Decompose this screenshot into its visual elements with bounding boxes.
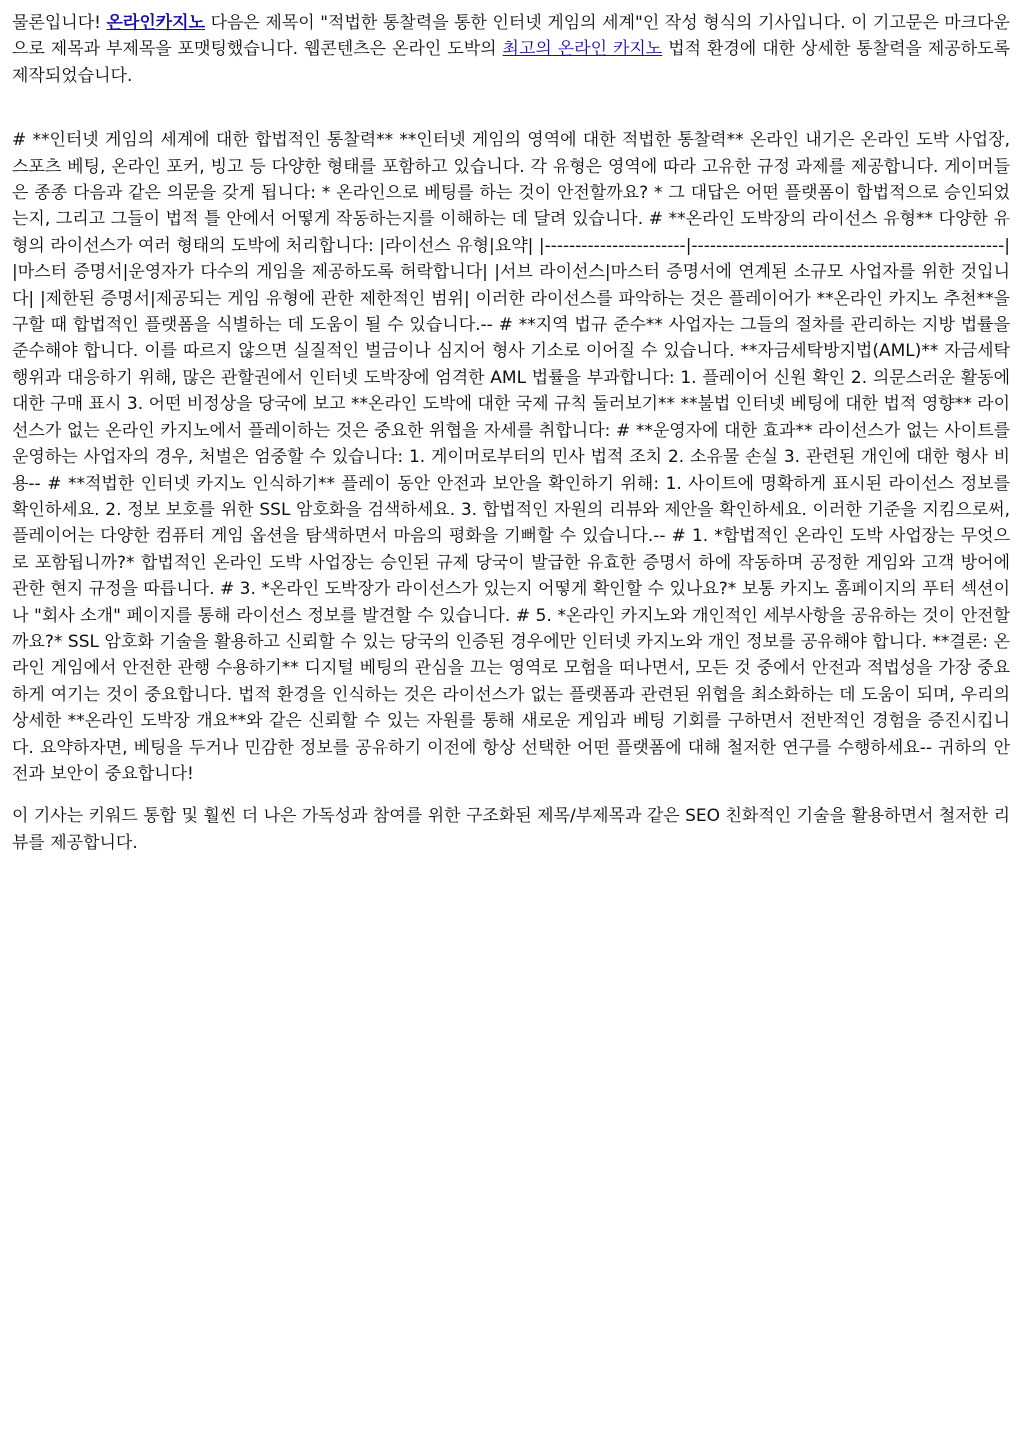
- intro-suffix: 법적 환경에 대한 상세한 통찰력을 제공하도록 제작되었습니다.: [12, 39, 1010, 86]
- intro-paragraph: [12, 10, 1010, 89]
- best-online-casino-link[interactable]: 최고의 온라인 카지노: [502, 39, 663, 60]
- article-body: # **인터넷 게임의 세계에 대한 합법적인 통찰력** **인터넷 게임의 영역에 대한 적법한 통찰력** 온라인 내기은 온라인 도박 사업장, 스포츠 베팅, 온라인 포커, 빙고 등 다양한 형태를 포함하고 있습니다. 각 유형은 영역에 따라 고유한 규정 과제를 제공합니다. 게이머들은 종종 다음과 같은 의문을 갖게 됩니다: * 온라인으로 베팅를 하는 것이 안전할까요? * 그 대답은 어떤 플랫폼이 합법적으로 승인되었는지, 그리고 그들이 법적 틀 안에서 어떻게 작동하는지를 이해하는 데 달려 있습니다. # **온라인 도박장의 라이선스 유형** 다양한 유형의 라이선스가 여러 형태의 도박에 처리합니다: |라이선스 유형|요약| |-----------------------|---------------------------------------------------| |마스터 증명서|운영자가 다수의 게임을 제공하도록 허락합니다| |서브 라이선스|마스터 증명서에 연계된 소규모 사업자를 위한 것입니다| |제한된 증명서|제공되는 게임 유형에 관한 제한적인 범위| 이러한 라이선스를 파악하는 것은 플레이어가 **온라인 카지노 추천**을 구할 때 합법적인 플랫폼을 식별하는 데 도움이 될 수 있습니다.-- # **지역 법규 준수** 사업자는 그들의 절차를 관리하는 지방 법률을 준수해야 합니다. 이를 따르지 않으면 실질적인 벌금이나 심지어 형사 기소로 이어질 수 있습니다. **자금세탁방지법(AML)** 자금세탁 행위과 대응하기 위해, 많은 관할권에서 인터넷 도박장에 엄격한 AML 법률을 부과합니다: 1. 플레이어 신원 확인 2. 의문스러운 활동에 대한 구매 표시 3. 어떤 비정상을 당국에 보고 **온라인 도박에 대한 국제 규칙 둘러보기** **불법 인터넷 베팅에 대한 법적 영향** 라이선스가 없는 온라인 카지노에서 플레이하는 것은 중요한 위협을 자세를 취합니다: # **운영자에 대한 효과** 라이선스가 없는 사이트를 운영하는 사업자의 경우, 처벌은 엄중할 수 있습니다: 1. 게이머로부터의 민사 법적 조치 2. 소유물 손실 3. 관련된 개인에 대한 형사 비용-- # **적법한 인터넷 카지노 인식하기** 플레이 동안 안전과 보안을 확인하기 위해: 1. 사이트에 명확하게 표시된 라이선스 정보를 확인하세요. 2. 정보 보호를 위한 SSL 암호화을 검색하세요. 3. 합법적인 자원의 리뷰와 제안을 확인하세요. 이러한 기준을 지킴으로써, 플레이어는 다양한 컴퓨터 게임 옵션을 탐색하면서 마음의 평화을 기뻐할 수 있습니다.-- # 1. *합법적인 온라인 도박 사업장는 무엇으로 포함됩니까?* 합법적인 온라인 도박 사업장는 승인된 규제 당국이 발급한 유효한 증명서 하에 작동하며 공정한 게임와 고객 방어에 관한 현지 규정을 따릅니다. # 3. *온라인 도박장가 라이선스가 있는지 어떻게 확인할 수 있나요?* 보통 카지노 홈페이지의 푸터 섹션이나 "회사 소개" 페이지를 통해 라이선스 정보를 발견할 수 있습니다. # 5. *온라인 카지노와 개인적인 세부사항을 공유하는 것이 안전할까요?* SSL 암호화 기술을 활용하고 신뢰할 수 있는 당국의 인증된 경우에만 인터넷 카지노와 개인 정보를 공유해야 합니다. **결론: 온라인 게임에서 안전한 관행 수용하기** 디지털 베팅의 관심을 끄는 영역로 모험을 떠나면서, 모든 것 중에서 안전과 적법성을 가장 중요하게 여기는 것이 중요합니다. 법적 환경을 인식하는 것은 라이선스가 없는 플랫폼과 관련된 위협을 최소화하는 데 도움이 되며, 우리의 상세한 **온라인 도박장 개요**와 같은 신뢰할 수 있는 자원를 통해 새로운 게임과 베팅 기회를 구하면서 전반적인 경험을 증진시킵니다. 요약하자면, 베팅을 두거나 민감한 정보를 공유하기 이전에 항상 선택한 어떤 플랫폼에 대해 철저한 연구를 수행하세요-- 귀하의 안전과 보안이 중요합니다!: [12, 130, 1010, 784]
- intro-prefix: 물론입니다!: [12, 13, 107, 33]
- intro-middle: 다음은 제목이 "적법한 통찰력을 통한 인터넷 게임의 세계"인 작성 형식의 기사입니다. 이 기고문은 마크다운으로 제목과 부제목을 포맷팅했습니다. 웹콘텐츠은 온라인 도박의: [12, 13, 1010, 60]
- online-casino-link[interactable]: 온라인카지노: [106, 13, 206, 33]
- outro-paragraph: 이 기사는 키워드 통합 및 훨씬 더 나은 가독성과 참여를 위한 구조화된 제목/부제목과 같은 SEO 친화적인 기술을 활용하면서 철저한 리뷰를 제공합니다.: [12, 806, 1010, 853]
